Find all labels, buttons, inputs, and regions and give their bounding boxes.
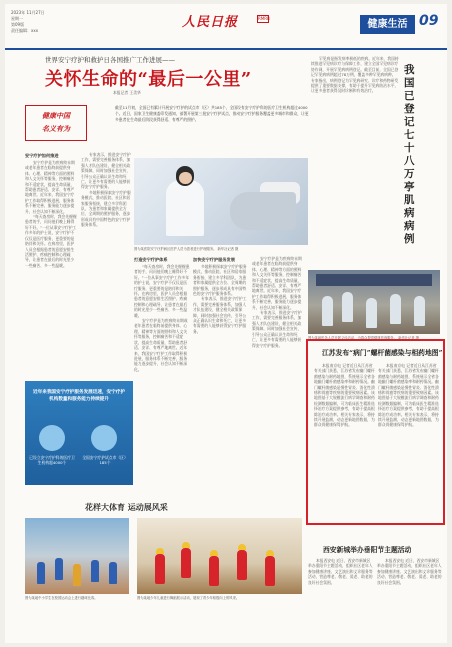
photo-caption: 图为某地少年儿童进行舞蹈展示活动，展现了青少年积极向上的风采。 [137, 596, 240, 600]
paragraph: 专家表示，推进安宁疗护工作，需要完善服务体系，加强人才队伍建设，健全相关政策保障，同时加强社会宣传，引导公众正确认识生命和死亡，让更多有需要的人能够获得安宁疗护服务。 [81, 152, 131, 190]
text-column-4 [193, 256, 249, 496]
seal-line: 健康中国 [42, 112, 70, 120]
date-block [11, 10, 45, 34]
column-seal [25, 105, 87, 141]
paragraph: 罕见病是指发病率极低的疾病。近年来，我国持续推进罕见病诊疗与保障工作，建立全国罕见病诊疗协作网，开展罕见病病例登记。截至目前，全国已登记罕见病病例超过78万例，覆盖多种罕见病病种。专家指出，病例登记为罕见病研究、诊疗和药物研发提供了重要数据支撑，有助于提升罕见病防治水平，让更多患者获得及时诊断和有效治疗。 [311, 56, 399, 94]
bottom-article-headline: 西安新城举办垂阳节主题活动 [323, 546, 412, 554]
masthead [5, 4, 447, 50]
child-shape [109, 562, 117, 584]
nurse-photo [134, 158, 308, 245]
dancer-shape [265, 556, 275, 586]
child-shape [73, 564, 81, 586]
person-shape [414, 296, 425, 326]
infographic-circle [91, 425, 117, 451]
paragraph: 专家表示，推进安宁疗护工作，需要完善服务体系，加强人才队伍建设，健全相关政策保障，同时加强社会宣传，引导公众正确认识生命和死亡，让更多有需要的人能够获得安宁疗护服务。 [252, 310, 302, 348]
person-shape [366, 298, 377, 328]
infographic-stat: 全国安宁疗护试点市（区）185个 [82, 455, 128, 465]
bottom-article-col-1 [308, 558, 374, 638]
highlighted-article-title: 江苏发布“病门”螺杆菌感染与相药地图” [322, 349, 443, 357]
nurse-body-shape [166, 180, 204, 236]
medics-photo [308, 270, 440, 334]
paragraph: 安宁疗护是为疾病终末期或老年患者在临终前提供身体、心理、精神等方面的照料和人文关怀等服务，控制痛苦和不适症状，提高生命质量，帮助患者舒适、安详、有尊严地离世。近年来，我国安宁疗护工作取得积极进展，服务体系不断完善，服务能力逐步提升，社会认知不断深化。 [134, 318, 188, 372]
photo-caption: 图为某地医务人员开展义诊活动，为群众提供健康咨询服务。 新华社记者 摄 [308, 336, 419, 340]
person-shape [322, 296, 333, 326]
sports-photo-right [137, 518, 302, 594]
dancer-shape [209, 556, 219, 586]
seal-line: 名义有为 [42, 125, 70, 133]
highlighted-article-col-2 [378, 363, 439, 521]
photo-caption: 图为某医院安宁疗护病区医护人员为患者进行护理服务。 新华社记者 摄 [134, 247, 239, 251]
article-lead: 截至11月初，全国已有累计开展安宁疗护的试点市（区）共185个，全国设有安宁疗护科的医疗卫生机构超过4000个。近日，国家卫生健康委印发通知，部署开展第三批安宁疗护试点，推动安宁疗护服务覆盖更多城市和群众，让更多患者在生命最后阶段获得舒适、有尊严的照护。 [115, 105, 309, 122]
child-shape [91, 560, 99, 582]
newspaper-logo: 人民日报 [182, 15, 239, 30]
text-column-3 [134, 256, 190, 496]
paragraph: “每天查房时，我会先握握患者的手，问问他们晚上睡得好不好。”一位从事安宁疗护工作多年的护士说，安宁疗护不仅仅是医疗服务，更重要的是陪伴和关怀。在病房里，医护人员会根据患者的意愿安排生活照护、疼痛控制和心理疏导，让患者在最后的时光里少一些痛苦、多一些温暖。 [25, 214, 77, 268]
paragraph: 安宁疗护是为疾病终末期或老年患者在临终前提供身体、心理、精神等方面的照料和人文关怀等服务，控制痛苦和不适症状，提高生命质量，帮助患者舒适、安详、有尊严地离世。近年来，我国安宁疗护工作取得积极进展，服务体系不断完善，服务能力逐步提升，社会认知不断深化。 [25, 160, 75, 214]
newspaper-page [5, 4, 447, 643]
date-line: 第09版 [11, 22, 25, 27]
date-line: 星期一 [11, 16, 23, 21]
date-line: 责任编辑：xxx [11, 28, 39, 33]
infographic-title: 近年来我国安宁疗护服务发展迅速，安宁疗护机构数量和服务能力持续提升 [33, 390, 125, 402]
dancer-shape [237, 550, 247, 580]
photo-caption: 图为某地中小学生在校园运动会上进行趣味比赛。 [25, 596, 98, 600]
paragraph: 本报南京电 记者近日从江苏省有关部门获悉，江苏省发布幽门螺杆菌感染与耐药地图，系统展示全省各地幽门螺杆菌感染率和耐药情况。幽门螺杆菌感染是慢性胃炎、消化性溃疡和胃癌等疾病的重要致病因素。该地图基于大规模流行病学调查和耐药检测数据编制，可为临床医生精准选择治疗方案提供参考，有助于提高根除治疗成功率。相关专家表示，将持续开展监测，动态更新地图数据，为群众胃健康保驾护航。 [378, 363, 439, 428]
infographic-circle [39, 425, 65, 451]
paragraph: 本报西安电 近日，西安市新城区举办重阳节主题活动，组织社区老年人参加健康讲座、文艺演出和义诊服务等活动，营造尊老、敬老、爱老、助老的良好社会氛围。 [377, 558, 442, 585]
paragraph: 专家表示，推进安宁疗护工作，需要完善服务体系，加强人才队伍建设，健全相关政策保障，同时加强社会宣传，引导公众正确认识生命和死亡，让更多有需要的人能够获得安宁疗护服务。 [193, 296, 247, 334]
paragraph: 本报南京电 记者近日从江苏省有关部门获悉，江苏省发布幽门螺杆菌感染与耐药地图，系统展示全省各地幽门螺杆菌感染率和耐药情况。幽门螺杆菌感染是慢性胃炎、消化性溃疡和胃癌等疾病的重要致病因素。该地图基于大规模流行病学调查和耐药检测数据编制，可为临床医生精准选择治疗方案提供参考，有助于提高根除治疗成功率。相关专家表示，将持续开展监测，动态更新地图数据，为群众胃健康保驾护航。 [314, 363, 375, 428]
text-column-2 [81, 152, 131, 377]
article-kicker: 世界安宁疗护和救护日各国推广工作进展—— [45, 56, 175, 64]
infographic-stat: 已设立安宁疗护科的医疗卫生机构超4000个 [29, 455, 75, 465]
right-column-text [311, 56, 399, 264]
bottom-article-col-2 [377, 558, 443, 638]
paragraph: 多地积极探索安宁疗护服务模式，推动医院、社区和居家服务衔接，建立多学科团队，为患者和家属提供全方位、全周期的照护服务，逐步形成具有中国特色的安宁疗护服务体系。 [81, 189, 131, 228]
subheading: 加快安宁疗护服务发展 [193, 257, 235, 262]
dancer-shape [181, 548, 191, 578]
highlighted-article-col-1 [314, 363, 375, 521]
subheading: 打造安宁疗护体系 [134, 257, 168, 262]
paragraph: 多地积极探索安宁疗护服务模式，推动医院、社区和居家服务衔接，建立多学科团队，为患者和家属提供全方位、全周期的照护服务，逐步形成具有中国特色的安宁疗护服务体系。 [193, 264, 247, 297]
text-column-1 [25, 152, 77, 377]
date-line: 2023年 11月27日 [11, 10, 45, 15]
text-column-5 [252, 256, 304, 496]
paragraph: 本报西安电 近日，西安市新城区举办重阳节主题活动，组织社区老年人参加健康讲座、文艺演出和义诊服务等活动，营造尊老、敬老、爱老、助老的良好社会氛围。 [308, 558, 373, 585]
child-shape [37, 562, 45, 584]
section-tag: 健康生活 [360, 15, 415, 34]
person-shape [390, 294, 401, 324]
paragraph: 安宁疗护是为疾病终末期或老年患者在临终前提供身体、心理、精神等方面的照料和人文关怀等服务，控制痛苦和不适症状，提高生命质量，帮助患者舒适、安详、有尊严地离世。近年来，我国安宁疗护工作取得积极进展，服务体系不断完善，服务能力逐步提升，社会认知不断深化。 [252, 256, 302, 310]
child-shape [55, 558, 63, 580]
article-byline: 本报记者 王美华 [113, 90, 141, 95]
dancer-shape [155, 554, 165, 584]
infographic [25, 381, 133, 485]
highlighted-article [306, 339, 445, 525]
sports-photo-left [25, 518, 129, 594]
subheading: 安宁疗护如何推进 [25, 153, 59, 158]
patient-shape [230, 192, 296, 230]
nurse-face-shape [179, 172, 192, 184]
tent-shape [316, 274, 432, 286]
person-shape [342, 292, 353, 322]
article-headline: 关怀生命的“最后一公里” [45, 69, 252, 90]
right-column-title: 我国已登记七十八万亭肌病病例 [404, 64, 415, 245]
paragraph: “每天查房时，我会先握握患者的手，问问他们晚上睡得好不好。”一位从事安宁疗护工作多年的护士说，安宁疗护不仅仅是医疗服务，更重要的是陪伴和关怀。在病房里，医护人员会根据患者的意愿安排生活照护、疼痛控制和心理疏导，让患者在最后的时光里少一些痛苦、多一些温暖。 [134, 264, 190, 318]
logo-badge: RMRB [258, 16, 270, 21]
sports-section-title: 花样大体育 运动展风采 [85, 502, 168, 512]
page-number: 09 [419, 13, 439, 29]
